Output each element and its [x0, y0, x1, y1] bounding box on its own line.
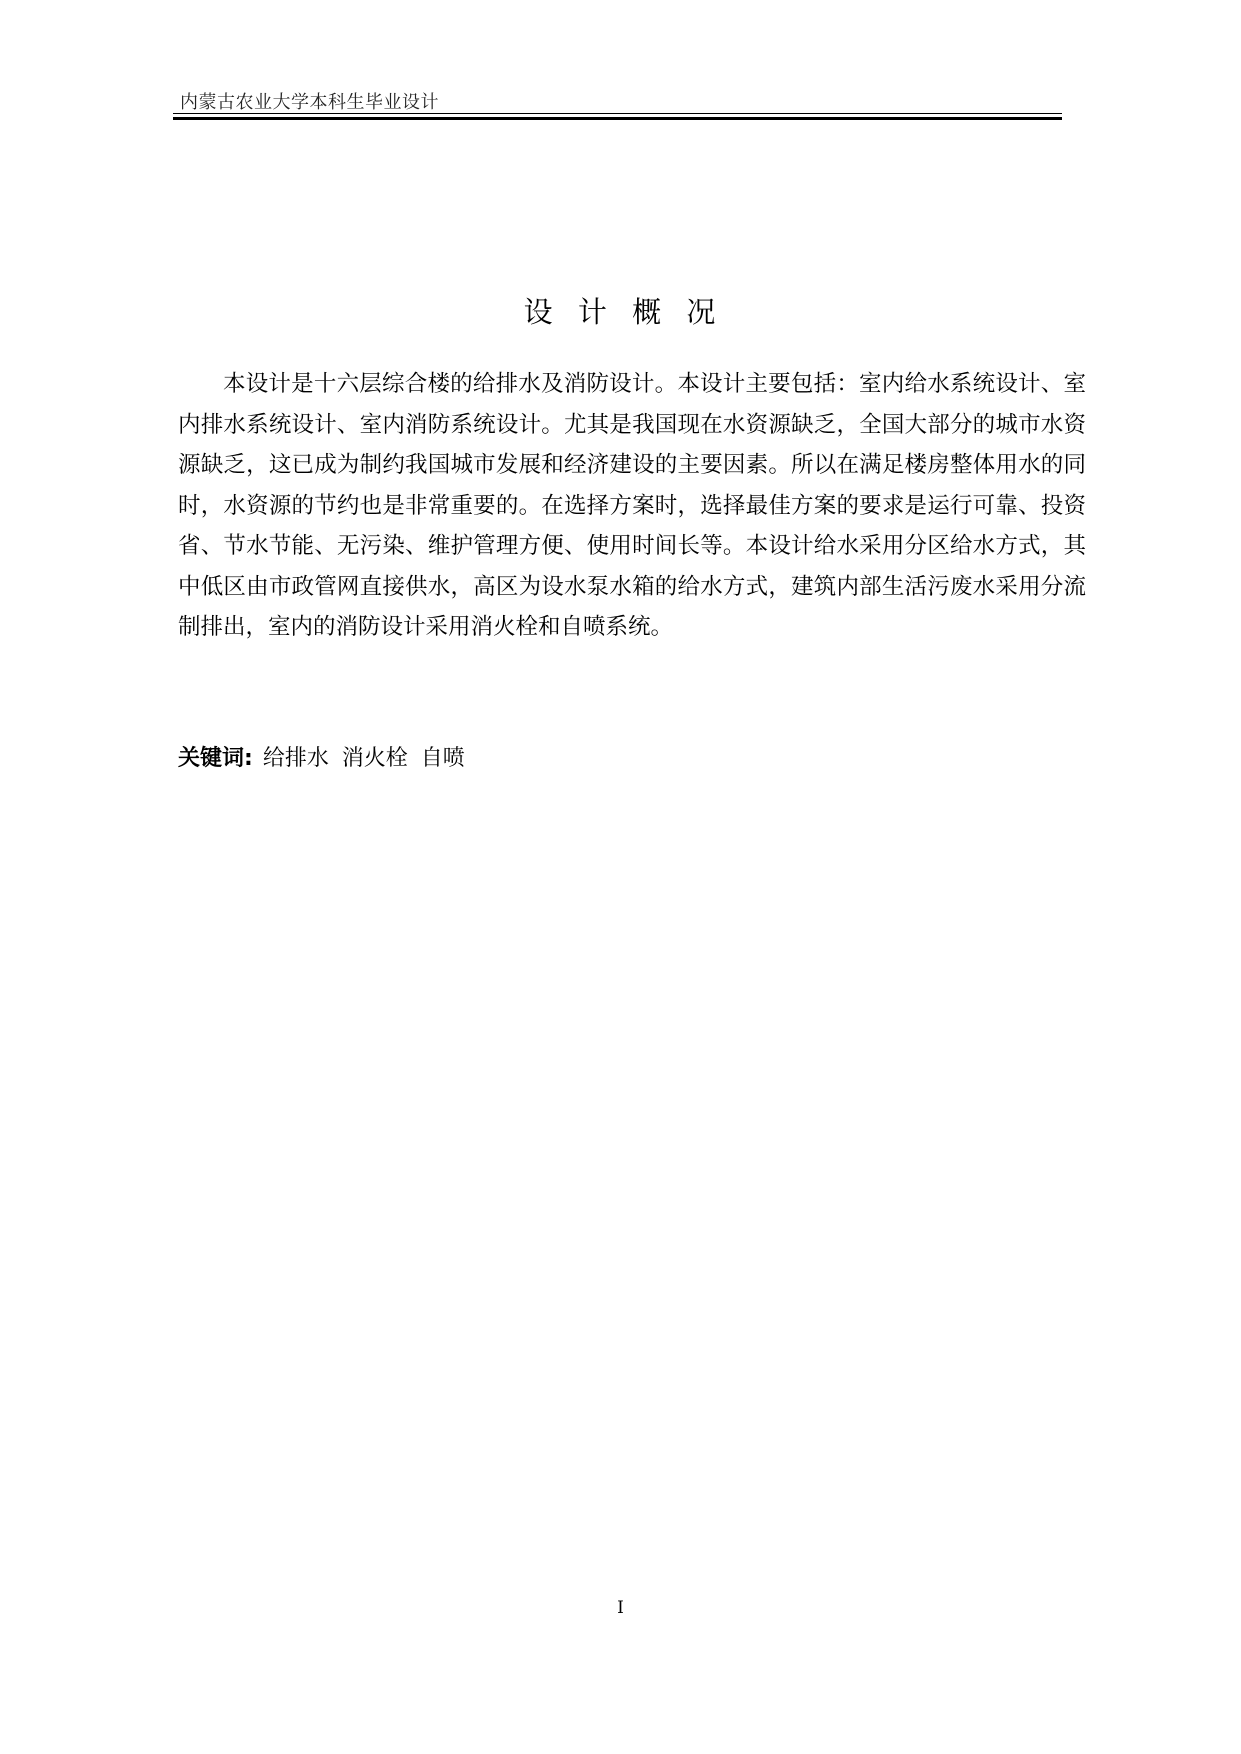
keywords-label: 关键词:: [178, 746, 253, 771]
header-title: 内蒙古农业大学本科生毕业设计: [180, 92, 439, 113]
keywords-line: [178, 739, 465, 779]
header-divider-thick: [173, 117, 1062, 120]
page-number: I: [617, 1598, 624, 1618]
abstract-paragraph: 本设计是十六层综合楼的给排水及消防设计。本设计主要包括：室内给水系统设计、室内排水系统设计、室内消防系统设计。尤其是我国现在水资源缺乏，全国大部分的城市水资源缺乏，这已成为制约我国城市发展和经济建设的主要因素。所以在满足楼房整体用水的同时，水资源的节约也是非常重要的。在选择方案时，选择最佳方案的要求是运行可靠、投资省、节水节能、无污染、维护管理方便、使用时间长等。本设计给水采用分区给水方式，其中低区由市政管网直接供水，高区为设水泵水箱的给水方式，建筑内部生活污废水采用分流制排出，室内的消防设计采用消火栓和自喷系统。: [178, 371, 1086, 640]
keywords-value: 给排水 消火栓 自喷: [262, 746, 465, 771]
header-divider-thin: [173, 113, 1062, 114]
page-title: 设 计 概 况: [523, 295, 718, 329]
